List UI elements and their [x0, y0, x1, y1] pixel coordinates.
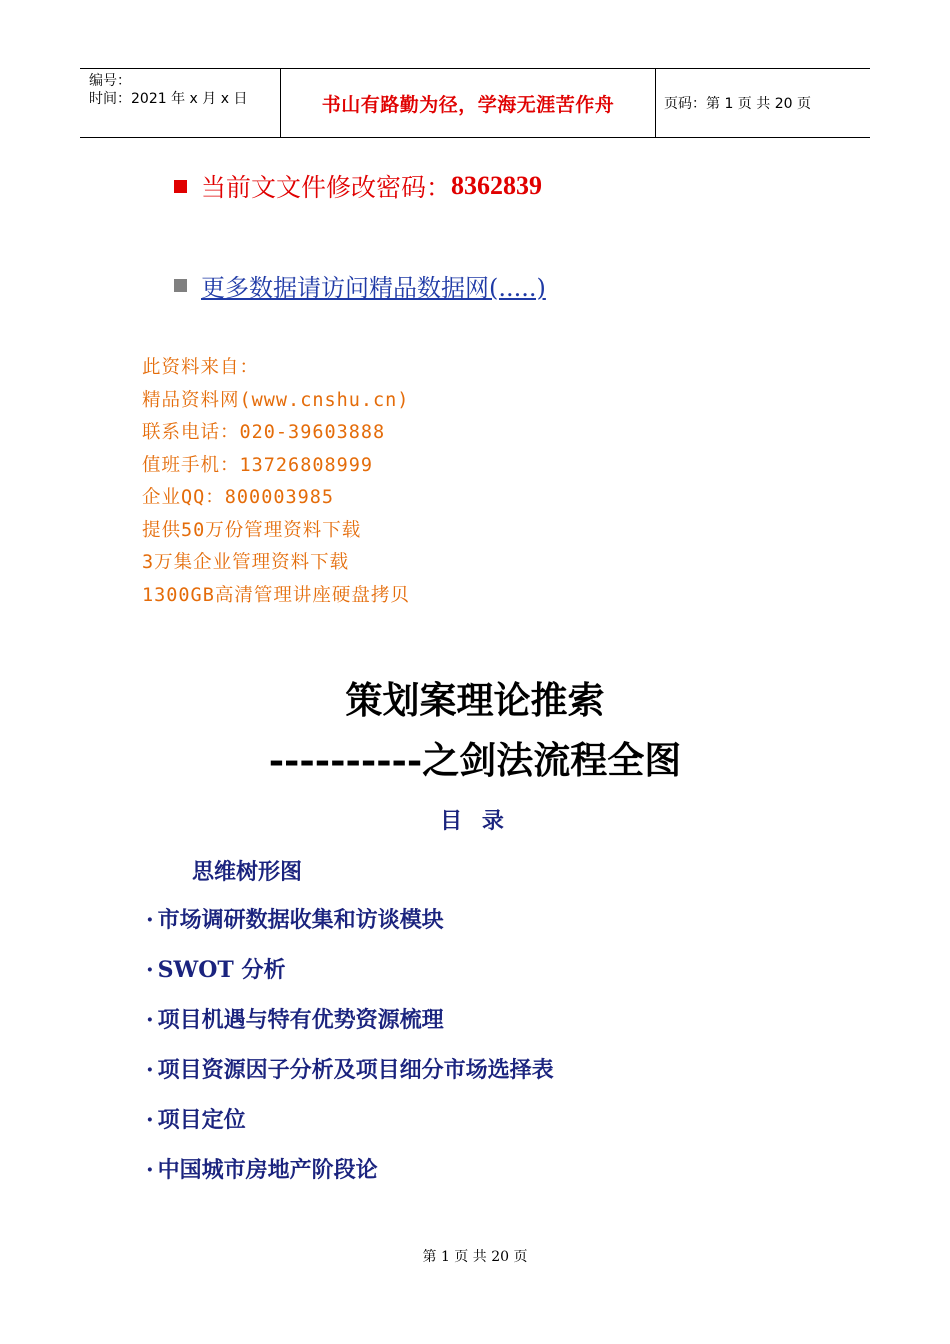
bullet-dot-icon: · — [146, 1007, 154, 1033]
source-line: 3万集企业管理资料下载 — [142, 552, 350, 573]
source-line: 精品资料网(www.cnshu.cn) — [142, 389, 410, 411]
toc-list — [146, 903, 554, 1203]
gray-square-bullet-icon — [174, 279, 187, 292]
bullet-dot-icon: · — [146, 1107, 154, 1133]
source-line: 值班手机：13726808999 — [142, 454, 374, 476]
document-time-label: 时间：2021 年 x 月 x 日 — [89, 91, 248, 107]
password-value: 8362839 — [451, 171, 543, 200]
page-footer: 第 1 页 共 20 页 — [422, 1249, 528, 1265]
toc-item — [146, 1103, 554, 1153]
toc-item-label: 中国城市房地产阶段论 — [157, 1157, 378, 1183]
bullet-dot-icon: · — [146, 907, 154, 933]
source-line: 联系电话：020-39603888 — [142, 422, 386, 443]
bullet-dot-icon: · — [146, 957, 154, 983]
page-header — [80, 68, 870, 138]
toc-item-label: 市场调研数据收集和访谈模块 — [157, 907, 444, 933]
toc-heading: 目 录 — [440, 808, 510, 834]
source-info-block — [142, 352, 410, 612]
toc-first-item: 思维树形图 — [192, 859, 303, 885]
document-number-label: 编号： — [89, 73, 131, 89]
toc-item-label: SWOT 分析 — [157, 957, 286, 983]
password-line — [174, 168, 542, 204]
source-line: 企业QQ：800003985 — [142, 487, 335, 508]
document-subtitle: ----------之剑法流程全图 — [268, 738, 682, 782]
toc-item — [146, 953, 554, 1003]
source-line: 提供50万份管理资料下载 — [142, 519, 362, 541]
document-title: 策划案理论推索 — [345, 678, 605, 722]
source-line: 此资料来自： — [142, 357, 260, 378]
more-data-link[interactable]: 更多数据请访问精品数据网(.....) — [201, 274, 546, 302]
toc-item — [146, 903, 554, 953]
bullet-dot-icon: · — [146, 1057, 154, 1083]
toc-item — [146, 1153, 554, 1203]
toc-item-label: 项目机遇与特有优势资源梳理 — [157, 1007, 444, 1033]
source-line: 1300GB高清管理讲座硬盘拷贝 — [142, 584, 410, 606]
more-data-line — [174, 268, 546, 303]
toc-item — [146, 1003, 554, 1053]
toc-item-label: 项目定位 — [157, 1107, 246, 1133]
bullet-dot-icon: · — [146, 1157, 154, 1183]
toc-item — [146, 1053, 554, 1103]
header-left-cell — [80, 69, 280, 137]
header-page-info: 页码：第 1 页 共 20 页 — [664, 96, 811, 112]
password-label: 当前文文件修改密码： — [201, 173, 452, 202]
toc-item-label: 项目资源因子分析及项目细分市场选择表 — [157, 1057, 554, 1083]
header-motto-cell — [280, 69, 656, 137]
header-page-info-cell — [654, 69, 870, 137]
red-square-bullet-icon — [174, 180, 187, 193]
header-motto: 书山有路勤为径，学海无涯苦作舟 — [321, 93, 615, 116]
